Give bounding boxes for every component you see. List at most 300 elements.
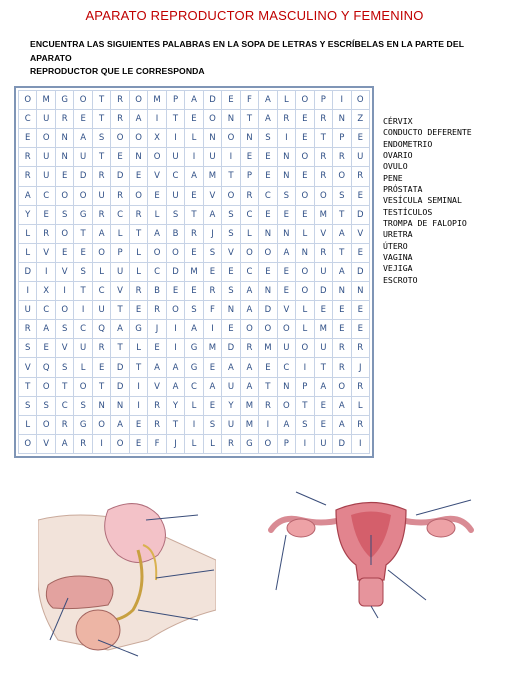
grid-letter: C [19, 110, 37, 129]
grid-letter: E [278, 263, 296, 282]
grid-letter: R [315, 148, 333, 167]
grid-letter: A [333, 263, 351, 282]
grid-letter: N [352, 282, 370, 301]
grid-letter: O [241, 244, 259, 263]
grid-letter: E [296, 129, 314, 148]
grid-letter: L [19, 416, 37, 435]
grid-letter: A [19, 187, 37, 206]
grid-letter: C [37, 301, 55, 320]
grid-letter: E [259, 167, 277, 186]
grid-letter: T [167, 110, 185, 129]
grid-letter: O [74, 91, 92, 110]
grid-letter: T [315, 129, 333, 148]
grid-letter: E [185, 282, 203, 301]
grid-letter: O [111, 435, 129, 454]
grid-letter: N [241, 129, 259, 148]
grid-letter: M [204, 167, 222, 186]
grid-letter: O [93, 416, 111, 435]
grid-letter: Q [37, 358, 55, 377]
instructions [30, 38, 480, 79]
grid-letter: A [222, 358, 240, 377]
grid-letter: T [93, 148, 111, 167]
grid-letter: T [241, 110, 259, 129]
grid-letter: O [296, 91, 314, 110]
grid-letter: S [56, 206, 74, 225]
grid-letter: R [148, 301, 166, 320]
grid-letter: A [333, 397, 351, 416]
grid-letter: T [315, 358, 333, 377]
word-list [383, 116, 508, 286]
grid-letter: Q [93, 320, 111, 339]
grid-letter: O [222, 129, 240, 148]
grid-letter: X [148, 129, 166, 148]
grid-letter: S [222, 225, 240, 244]
grid-letter: E [259, 263, 277, 282]
grid-letter: C [148, 263, 166, 282]
grid-letter: I [185, 148, 203, 167]
grid-letter: A [93, 225, 111, 244]
grid-letter: V [37, 244, 55, 263]
grid-letter: C [259, 187, 277, 206]
grid-letter: R [93, 339, 111, 358]
grid-letter: U [352, 148, 370, 167]
grid-letter: U [315, 435, 333, 454]
grid-letter: R [333, 339, 351, 358]
grid-letter: E [148, 187, 166, 206]
grid-letter: D [259, 301, 277, 320]
grid-letter: E [185, 187, 203, 206]
grid-letter: X [37, 282, 55, 301]
grid-letter: D [74, 167, 92, 186]
grid-letter: R [259, 397, 277, 416]
female-anatomy-diagram [266, 490, 476, 620]
grid-letter: E [352, 320, 370, 339]
grid-letter: T [56, 378, 74, 397]
grid-letter: N [93, 397, 111, 416]
grid-letter: R [148, 416, 166, 435]
grid-letter: A [241, 358, 259, 377]
grid-letter: D [111, 358, 129, 377]
grid-letter: A [204, 206, 222, 225]
word-list-item: OVULO [383, 161, 408, 172]
grid-letter: C [74, 320, 92, 339]
grid-letter: T [333, 244, 351, 263]
grid-letter: L [352, 397, 370, 416]
word-list-item: VESÍCULA SEMINAL [383, 195, 462, 206]
grid-letter: A [204, 378, 222, 397]
grid-letter: O [296, 339, 314, 358]
grid-letter: O [148, 148, 166, 167]
grid-letter: D [315, 282, 333, 301]
grid-letter: C [37, 187, 55, 206]
grid-letter: E [315, 416, 333, 435]
grid-letter: A [185, 91, 203, 110]
grid-letter: J [204, 225, 222, 244]
grid-letter: D [222, 339, 240, 358]
grid-letter: L [130, 244, 148, 263]
grid-letter: O [93, 244, 111, 263]
grid-letter: D [204, 91, 222, 110]
testicle-shape [76, 610, 120, 650]
grid-letter: S [37, 397, 55, 416]
grid-letter: E [111, 148, 129, 167]
grid-letter: E [222, 91, 240, 110]
grid-letter: M [185, 263, 203, 282]
grid-letter: R [315, 167, 333, 186]
grid-letter: M [315, 320, 333, 339]
grid-letter: I [185, 416, 203, 435]
grid-letter: E [352, 301, 370, 320]
grid-letter: L [19, 225, 37, 244]
grid-letter: G [241, 435, 259, 454]
grid-letter: E [222, 263, 240, 282]
grid-letter: R [74, 435, 92, 454]
grid-letter: O [296, 148, 314, 167]
grid-letter: O [296, 263, 314, 282]
grid-letter: V [37, 435, 55, 454]
grid-letter: U [315, 263, 333, 282]
instructions-line-1: ENCUENTRA LAS SIGUIENTES PALABRAS EN LA SOPA DE LETRAS Y ESCRÍBELAS EN LA PARTE DEL APARATO [30, 39, 464, 63]
grid-letter: S [19, 339, 37, 358]
grid-letter: C [93, 282, 111, 301]
grid-letter: I [333, 91, 351, 110]
grid-letter: E [148, 339, 166, 358]
grid-letter: L [185, 129, 203, 148]
grid-letter: R [241, 187, 259, 206]
grid-letter: N [278, 225, 296, 244]
grid-letter: V [19, 358, 37, 377]
grid-letter: A [148, 225, 166, 244]
grid-letter: O [167, 301, 185, 320]
grid-letter: O [56, 187, 74, 206]
grid-letter: R [241, 339, 259, 358]
grid-letter: E [352, 187, 370, 206]
grid-letter: R [315, 110, 333, 129]
grid-letter: G [74, 206, 92, 225]
grid-letter: R [204, 282, 222, 301]
grid-letter: U [37, 148, 55, 167]
grid-letter: I [222, 148, 240, 167]
grid-letter: I [74, 301, 92, 320]
grid-letter: O [259, 244, 277, 263]
grid-letter: E [204, 263, 222, 282]
grid-letter: F [241, 91, 259, 110]
grid-letter: E [130, 416, 148, 435]
grid-letter: O [56, 225, 74, 244]
grid-letter: A [241, 301, 259, 320]
word-list-item: TROMPA DE FALOPIO [383, 218, 467, 229]
grid-letter: T [111, 301, 129, 320]
grid-letter: A [148, 358, 166, 377]
grid-letter: M [148, 91, 166, 110]
grid-letter: I [167, 320, 185, 339]
grid-letter: S [222, 206, 240, 225]
grid-letter: R [352, 416, 370, 435]
grid-letter: R [19, 320, 37, 339]
grid-letter: I [278, 129, 296, 148]
grid-letter: E [56, 167, 74, 186]
word-list-item: CÉRVIX [383, 116, 413, 126]
grid-letter: A [130, 110, 148, 129]
grid-letter: E [241, 148, 259, 167]
grid-letter: U [93, 301, 111, 320]
grid-letter: T [259, 378, 277, 397]
grid-letter: E [204, 397, 222, 416]
grid-letter: T [19, 378, 37, 397]
word-list-item: OVARIO [383, 150, 413, 161]
vagina-shape [359, 578, 383, 606]
grid-letter: C [241, 206, 259, 225]
grid-letter: I [37, 263, 55, 282]
grid-letter: A [259, 110, 277, 129]
grid-letter: D [111, 167, 129, 186]
word-list-item: VAGINA [383, 252, 413, 263]
grid-letter: O [278, 397, 296, 416]
grid-letter: V [222, 244, 240, 263]
grid-letter: U [167, 187, 185, 206]
grid-letter: T [167, 416, 185, 435]
word-search-frame [14, 86, 374, 458]
grid-letter: G [130, 320, 148, 339]
grid-letter: J [148, 320, 166, 339]
grid-letter: P [111, 244, 129, 263]
grid-letter: C [167, 167, 185, 186]
grid-letter: O [241, 320, 259, 339]
grid-letter: O [259, 435, 277, 454]
grid-letter: R [56, 110, 74, 129]
grid-letter: E [93, 358, 111, 377]
grid-letter: U [315, 339, 333, 358]
grid-letter: E [296, 110, 314, 129]
grid-letter: M [204, 339, 222, 358]
grid-letter: R [278, 110, 296, 129]
grid-letter: G [185, 358, 203, 377]
grid-letter: U [222, 416, 240, 435]
grid-letter: U [93, 187, 111, 206]
word-list-item: TESTÍCULOS [383, 206, 433, 217]
instructions-line-2: REPRODUCTOR QUE LE CORRESPONDA [30, 66, 205, 76]
grid-letter: O [111, 129, 129, 148]
grid-letter: L [296, 301, 314, 320]
grid-letter: O [130, 187, 148, 206]
grid-letter: G [74, 416, 92, 435]
grid-letter: T [333, 206, 351, 225]
grid-letter: U [37, 110, 55, 129]
grid-letter: E [333, 301, 351, 320]
grid-letter: O [56, 301, 74, 320]
grid-letter: N [278, 148, 296, 167]
grid-letter: S [167, 206, 185, 225]
grid-letter: A [185, 167, 203, 186]
male-anatomy-diagram [38, 490, 216, 660]
word-list-item: PRÓSTATA [383, 184, 423, 195]
grid-letter: C [278, 358, 296, 377]
word-list-item: ÚTERO [383, 240, 408, 251]
grid-letter: T [185, 206, 203, 225]
grid-letter: U [278, 339, 296, 358]
grid-letter: T [74, 282, 92, 301]
ovary-left-shape [287, 519, 315, 537]
grid-letter: N [259, 282, 277, 301]
grid-letter: E [204, 358, 222, 377]
grid-letter: N [111, 397, 129, 416]
grid-letter: I [352, 435, 370, 454]
grid-letter: E [167, 282, 185, 301]
grid-letter: E [74, 110, 92, 129]
grid-letter: O [130, 129, 148, 148]
grid-letter: V [111, 282, 129, 301]
grid-letter: R [333, 358, 351, 377]
grid-letter: R [93, 206, 111, 225]
grid-letter: F [148, 435, 166, 454]
grid-letter: L [148, 206, 166, 225]
grid-letter: E [130, 301, 148, 320]
word-list-item: PENE [383, 172, 403, 183]
grid-letter: S [204, 244, 222, 263]
grid-letter: O [148, 244, 166, 263]
grid-letter: E [222, 320, 240, 339]
grid-letter: E [333, 320, 351, 339]
grid-letter: T [130, 225, 148, 244]
grid-letter: A [56, 435, 74, 454]
grid-letter: A [167, 358, 185, 377]
grid-letter: M [241, 397, 259, 416]
grid-letter: N [222, 301, 240, 320]
grid-letter: Z [352, 110, 370, 129]
grid-letter: O [37, 378, 55, 397]
grid-letter: N [333, 110, 351, 129]
grid-letter: S [93, 129, 111, 148]
grid-letter: O [167, 244, 185, 263]
grid-letter: G [185, 339, 203, 358]
grid-letter: R [19, 167, 37, 186]
grid-letter: P [167, 91, 185, 110]
grid-letter: P [315, 91, 333, 110]
grid-letter: R [148, 397, 166, 416]
grid-letter: L [185, 397, 203, 416]
grid-letter: I [167, 129, 185, 148]
grid-letter: T [93, 110, 111, 129]
grid-letter: A [74, 129, 92, 148]
word-list-item: VEJIGA [383, 263, 413, 274]
grid-letter: U [204, 148, 222, 167]
grid-letter: R [19, 148, 37, 167]
grid-letter: V [148, 378, 166, 397]
grid-letter: R [185, 225, 203, 244]
grid-letter: V [278, 301, 296, 320]
grid-letter: M [259, 339, 277, 358]
grid-letter: D [333, 435, 351, 454]
grid-letter: P [278, 435, 296, 454]
grid-letter: A [278, 244, 296, 263]
grid-letter: O [222, 187, 240, 206]
grid-letter: V [56, 263, 74, 282]
grid-letter: E [37, 339, 55, 358]
grid-letter: A [241, 378, 259, 397]
grid-letter: R [130, 282, 148, 301]
grid-letter: E [259, 358, 277, 377]
grid-letter: L [204, 435, 222, 454]
word-list-item: ESCROTO [383, 274, 418, 285]
grid-letter: C [241, 263, 259, 282]
grid-letter: D [111, 378, 129, 397]
grid-letter: D [167, 263, 185, 282]
grid-letter: O [278, 320, 296, 339]
ovary-right-shape [427, 519, 455, 537]
grid-letter: Y [19, 206, 37, 225]
grid-letter: N [130, 148, 148, 167]
grid-letter: C [56, 397, 74, 416]
grid-letter: A [315, 378, 333, 397]
grid-letter: E [278, 206, 296, 225]
grid-letter: B [167, 225, 185, 244]
grid-letter: L [278, 91, 296, 110]
grid-letter: V [56, 339, 74, 358]
grid-letter: E [185, 110, 203, 129]
grid-letter: O [19, 91, 37, 110]
grid-letter: A [259, 91, 277, 110]
grid-letter: E [315, 397, 333, 416]
grid-letter: N [56, 148, 74, 167]
grid-letter: E [185, 244, 203, 263]
grid-letter: S [56, 358, 74, 377]
grid-letter: U [167, 148, 185, 167]
grid-letter: S [259, 129, 277, 148]
grid-letter: N [333, 282, 351, 301]
grid-letter: N [296, 244, 314, 263]
grid-letter: T [74, 225, 92, 244]
grid-letter: R [56, 416, 74, 435]
grid-letter: R [37, 225, 55, 244]
grid-letter: T [93, 91, 111, 110]
grid-letter: E [259, 206, 277, 225]
grid-letter: L [296, 320, 314, 339]
grid-letter: T [222, 167, 240, 186]
grid-letter: L [296, 225, 314, 244]
grid-letter: A [241, 282, 259, 301]
grid-letter: R [93, 167, 111, 186]
grid-letter: L [19, 244, 37, 263]
grid-letter: E [19, 129, 37, 148]
grid-letter: N [222, 110, 240, 129]
grid-letter: S [296, 416, 314, 435]
grid-letter: R [315, 244, 333, 263]
grid-letter: U [222, 378, 240, 397]
grid-letter: O [74, 378, 92, 397]
grid-letter: V [148, 167, 166, 186]
grid-letter: J [352, 358, 370, 377]
grid-letter: O [130, 91, 148, 110]
grid-letter: B [148, 282, 166, 301]
grid-letter: M [37, 91, 55, 110]
grid-letter: O [352, 91, 370, 110]
grid-letter: A [111, 416, 129, 435]
grid-letter: T [130, 358, 148, 377]
grid-letter: V [315, 225, 333, 244]
grid-letter: E [259, 148, 277, 167]
grid-letter: N [204, 129, 222, 148]
grid-letter: F [204, 301, 222, 320]
grid-letter: I [296, 435, 314, 454]
grid-letter: L [130, 339, 148, 358]
grid-letter: S [204, 416, 222, 435]
grid-letter: T [296, 397, 314, 416]
grid-letter: L [241, 225, 259, 244]
grid-letter: I [296, 358, 314, 377]
grid-letter: A [278, 416, 296, 435]
grid-letter: U [74, 339, 92, 358]
penis-shape [46, 576, 113, 609]
